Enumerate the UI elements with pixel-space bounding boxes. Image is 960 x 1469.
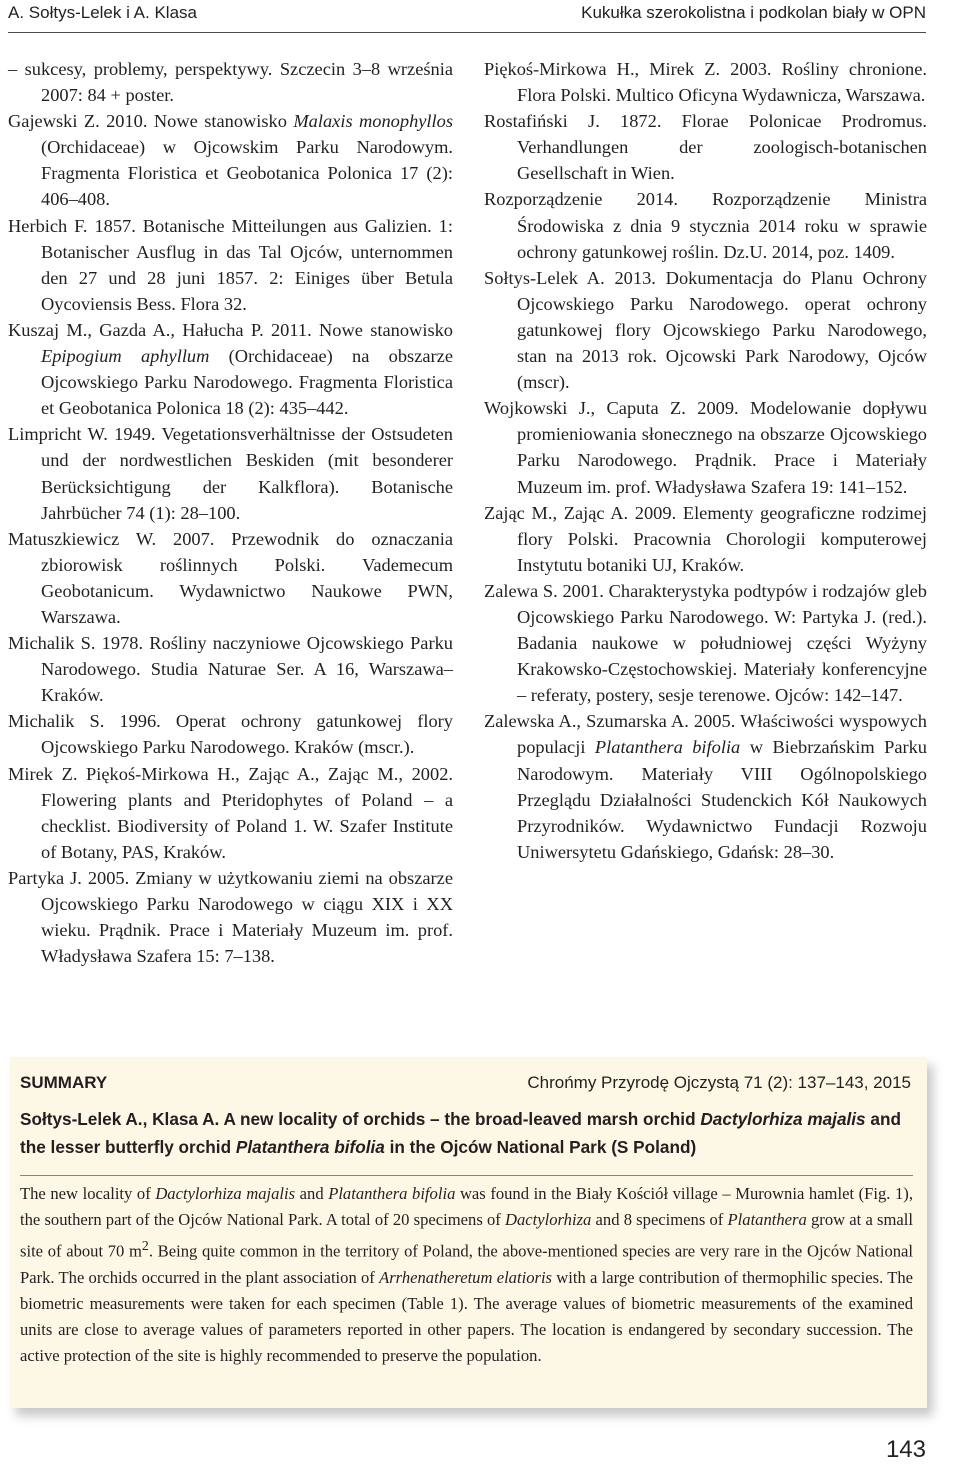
text-run: in the Ojców National Park (S Poland) (384, 1137, 697, 1157)
reference-entry (484, 108, 927, 186)
references-column-left (8, 56, 453, 969)
text-run: Kuszaj M., Gazda A., Hałucha P. 2011. Nowe stanowisko (8, 319, 453, 340)
reference-entry (8, 421, 453, 525)
summary-label: SUMMARY (20, 1073, 108, 1092)
reference-entry (8, 108, 453, 212)
text-run: (Orchidaceae) w Ojcowskim Parku Narodowym. Fragmenta Floristica et Geobotanica Polonica 17 (2): 406–408. (41, 137, 453, 210)
text-run: Zalewa S. 2001. Charakterystyka podtypów i rodzajów gleb Ojcowskiego Parku Narodowego. W: Partyka J. (red.). Badania naukowe w południowej części Wyżyny Krakowsko-Częstochowskiej. Materiały konferencyjne – referaty, postery, sesje terenowe. Ojców: 142–147. (484, 580, 927, 706)
italic-term: Malaxis monophyllos (293, 111, 453, 132)
summary-divider (20, 1175, 913, 1176)
text-run: Zając M., Zając A. 2009. Elementy geograficzne rodzimej flory Polski. Pracownia Chorologii komputerowej Instytutu botaniki UJ, Kraków. (484, 502, 927, 575)
text-run: Partyka J. 2005. Zmiany w użytkowaniu ziemi na obszarze Ojcowskiego Parku Narodowego w ciągu XIX i XX wieku. Prądnik. Prace i Materiały Muzeum im. prof. Władysława Szafera 15: 7–138. (8, 867, 453, 967)
italic-term: Dactylorhiza majalis (155, 1184, 296, 1203)
reference-entry (8, 761, 453, 865)
italic-term: Dactylorhiza (504, 1210, 592, 1230)
italic-term: Platanthera bifolia (594, 737, 741, 758)
text-run: (Orchidaceae) na obszarze Ojcowskiego Parku Narodowego. Fragmenta Floristica et Geobotanica Polonica 18 (2): 435–442. (41, 346, 453, 419)
header-article-title: Kukułka szerokolistna i podkolan biały w OPN (581, 3, 926, 22)
text-run: was found in the Biały Kościół village – Murownia hamlet (Fig. 1), the southern part of the Ojców National Park. A total of 20 specimens of (20, 1184, 913, 1230)
text-run: Gajewski Z. 2010. Nowe stanowisko (8, 111, 294, 132)
text-run: Sołtys-Lelek A., Klasa A. A new locality of orchids – the broad-leaved marsh orchid (20, 1109, 701, 1129)
text-run: Rostafiński J. 1872. Florae Polonicae Prodromus. Verhandlungen der zoologisch-botanischen Gesellschaft in Wien. (484, 111, 927, 184)
references-column-right (484, 56, 927, 865)
reference-entry (484, 578, 927, 708)
page-number: 143 (885, 1436, 926, 1463)
summary-text (20, 1181, 913, 1369)
reference-entry (484, 708, 927, 865)
text-run: Zalewska A., Szumarska A. 2005. Właściwości wyspowych populacji (484, 711, 927, 758)
reference-entry (484, 56, 927, 108)
running-header (8, 0, 926, 33)
reference-entry (8, 526, 453, 630)
reference-entry (8, 865, 453, 969)
text-run: Rozporządzenie 2014. Rozporządzenie Ministra Środowiska z dnia 9 stycznia 2014 roku w sprawie ochrony gatunkowej roślin. Dz.U. 2014, poz. 1409. (484, 189, 927, 262)
italic-term: Arrhenatheretum elatioris (379, 1267, 553, 1287)
summary-box (10, 1057, 927, 1408)
text-run: Piękoś-Mirkowa H., Mirek Z. 2003. Rośliny chronione. Flora Polski. Multico Oficyna Wydawnicza, Warszawa. (484, 59, 927, 106)
header-authors: A. Sołtys-Lelek i A. Klasa (8, 3, 197, 22)
reference-entry (484, 265, 927, 395)
text-run: and (295, 1184, 329, 1203)
italic-term: Platanthera bifolia (235, 1137, 385, 1157)
italic-term: Platanthera bifolia (328, 1184, 456, 1203)
text-run: . Being quite common in the territory of Poland, the above-mentioned species are very rare in the Ojców National Park. The orchids occurred in the plant association of (20, 1241, 914, 1287)
text-run: Mirek Z. Piękoś-Mirkowa H., Zając A., Zając M., 2002. Flowering plants and Pteridophytes of Poland – a checklist. Biodiversity of Poland 1. W. Szafer Institute of Botany, PAS, Kraków. (8, 763, 453, 862)
reference-entry (8, 317, 453, 421)
reference-entry (8, 630, 453, 708)
text-run: The new locality of (20, 1184, 156, 1203)
text-run: with a large contribution of thermophilic species. The biometric measurements were taken for each specimen (Table 1). The average values of biometric measurements of the examined units are close to average values of parameters reported in other papers. The location is endangered by secondary succession. The active protection of the site is highly recommended to preserve the population. (20, 1267, 913, 1366)
text-run: Michalik S. 1978. Rośliny naczyniowe Ojcowskiego Parku Narodowego. Studia Naturae Ser. A 16, Warszawa–Kraków. (8, 633, 453, 706)
text-run: Sołtys-Lelek A. 2013. Dokumentacja do Planu Ochrony Ojcowskiego Parku Narodowego. operat ochrony gatunkowej flory Ojcowskiego Parku Narodowego, stan na 2013 rok. Ojcowski Park Narodowy, Ojców (mscr). (484, 267, 927, 393)
text-run: Herbich F. 1857. Botanische Mitteilungen aus Galizien. 1: Botanischer Ausflug in das Tal Ojców, unternommen den 27 und 28 juni 1857. 2: Einiges über Betula Oycoviensis Bess. Flora 32. (8, 215, 453, 314)
text-run: – sukcesy, problemy, perspektywy. Szczecin 3–8 września 2007: 84 + poster. (8, 59, 453, 106)
text-run: and the lesser butterfly orchid (20, 1109, 901, 1157)
reference-entry (484, 395, 927, 499)
text-run: Michalik S. 1996. Operat ochrony gatunkowej flory Ojcowskiego Parku Narodowego. Kraków (mscr.). (8, 711, 453, 758)
reference-entry (484, 186, 927, 264)
italic-term: Platanthera (727, 1210, 807, 1230)
reference-entry (484, 500, 927, 578)
text-run: grow at a small site of about 70 m (20, 1210, 913, 1261)
summary-citation: Chrońmy Przyrodę Ojczystą 71 (2): 137–143, 2015 (527, 1073, 911, 1092)
text-run: Wojkowski J., Caputa Z. 2009. Modelowanie dopływu promieniowania słonecznego na obszarze Ojcowskiego Parku Narodowego. Prądnik. Prace i Materiały Muzeum im. prof. Władysława Szafera 19: 141–152. (484, 398, 927, 497)
italic-term: Dactylorhiza majalis (700, 1109, 866, 1129)
text-run: Limpricht W. 1949. Vegetationsverhältnisse der Ostsudeten und der nordwestlichen Beskiden (mit besonderer Berücksichtigung der Kalkflora). Botanische Jahrbücher 74 (1): 28–100. (8, 424, 453, 523)
italic-term: Epipogium aphyllum (41, 346, 210, 367)
text-run: and 8 specimens of (591, 1210, 728, 1230)
superscript: 2 (141, 1238, 149, 1254)
reference-entry (8, 708, 453, 760)
reference-entry (8, 213, 453, 317)
text-run: Matuszkiewicz W. 2007. Przewodnik do oznaczania zbiorowisk roślinnych Polski. Vademecum Geobotanicum. Wydawnictwo Naukowe PWN, Warszawa. (8, 528, 453, 627)
text-run: w Biebrzańskim Parku Narodowym. Materiały VIII Ogólnopolskiego Przeglądu Działalności Studenckich Kół Naukowych Przyrodników. Wydawnictwo Fundacji Rozwoju Uniwersytetu Gdańskiego, Gdańsk: 28–30. (517, 737, 927, 862)
summary-title (20, 1105, 913, 1161)
reference-entry (8, 56, 453, 108)
